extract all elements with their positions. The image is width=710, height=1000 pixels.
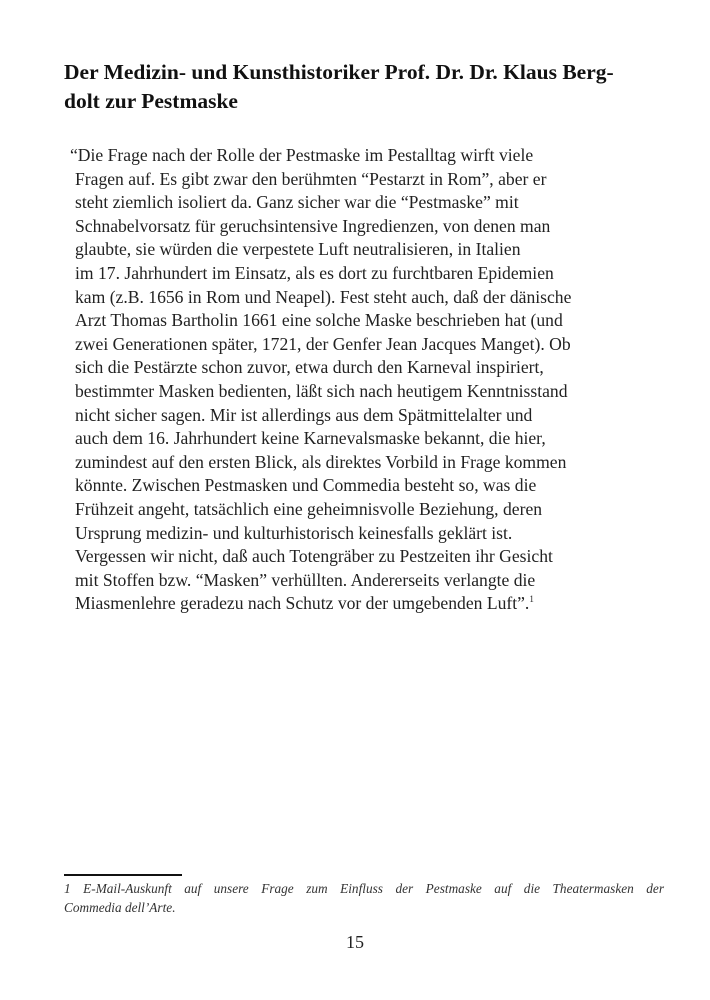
quote-line: könnte. Zwischen Pestmasken und Commedia besteht so, was die: [75, 475, 537, 496]
quote-line: glaubte, sie würden die verpestete Luft neutralisieren, in Italien: [75, 239, 521, 260]
heading-line: Der Medizin- und Kunsthistoriker Prof. Dr. Dr. Klaus Berg-: [64, 60, 614, 84]
quote-line: Fragen auf. Es gibt zwar den berühmten “Pestarzt in Rom”, aber er: [75, 168, 547, 189]
quote-line: “Die Frage nach der Rolle der Pestmaske im Pestalltag wirft viele: [70, 145, 534, 165]
quote-line: bestimmter Masken bedienten, läßt sich nach heutigem Kenntnisstand: [75, 380, 568, 401]
quote-line: zwei Generationen später, 1721, der Genfer Jean Jacques Manget). Ob: [75, 333, 571, 354]
quote-line-last: [70, 592, 630, 616]
quote-line: Vergessen wir nicht, daß auch Totengräber zu Pestzeiten ihr Gesicht: [75, 546, 553, 567]
footnote-line: Commedia dell’Arte.: [64, 900, 176, 915]
quote-line: mit Stoffen bzw. “Masken” verhüllten. Andererseits verlangte die: [75, 569, 536, 590]
quote-line: im 17. Jahrhundert im Einsatz, als es dort zu furchtbaren Epidemien: [75, 262, 554, 283]
quote-line: sich die Pestärzte schon zuvor, etwa durch den Karneval inspiriert,: [75, 357, 544, 378]
quote-line: auch dem 16. Jahrhundert keine Karnevalsmaske bekannt, die hier,: [75, 428, 546, 449]
quote-line: steht ziemlich isoliert da. Ganz sicher war die “Pestmaske” mit: [75, 192, 519, 213]
quote-line: kam (z.B. 1656 in Rom und Neapel). Fest steht auch, daß der dänische: [75, 286, 572, 307]
heading-line: dolt zur Pestmaske: [64, 89, 238, 113]
quote-line: Arzt Thomas Bartholin 1661 eine solche Maske beschrieben hat (und: [75, 310, 563, 331]
page-number: 15: [346, 932, 364, 952]
quote-block: [70, 144, 630, 616]
quote-line: Ursprung medizin- und kulturhistorisch keinesfalls geklärt ist.: [75, 522, 513, 543]
footnote-marker[interactable]: 1: [529, 594, 534, 605]
footnote-separator: [64, 874, 182, 876]
footnote: [64, 879, 664, 917]
quote-line: Schnabelvorsatz für geruchsintensive Ingredienzen, von denen man: [75, 215, 551, 236]
section-heading: [64, 58, 664, 116]
quote-line: zumindest auf den ersten Blick, als direktes Vorbild in Frage kommen: [75, 451, 567, 472]
quote-line: nicht sicher sagen. Mir ist allerdings aus dem Spätmittelalter und: [75, 404, 533, 425]
footnote-line: 1 E-Mail-Auskunft auf unsere Frage zum Einfluss der Pestmaske auf die Theatermasken der: [64, 881, 664, 896]
quote-line: Frühzeit angeht, tatsächlich eine geheimnisvolle Beziehung, deren: [75, 498, 543, 519]
quote-line-text: Miasmenlehre geradezu nach Schutz vor der umgebenden Luft”.: [75, 593, 530, 614]
